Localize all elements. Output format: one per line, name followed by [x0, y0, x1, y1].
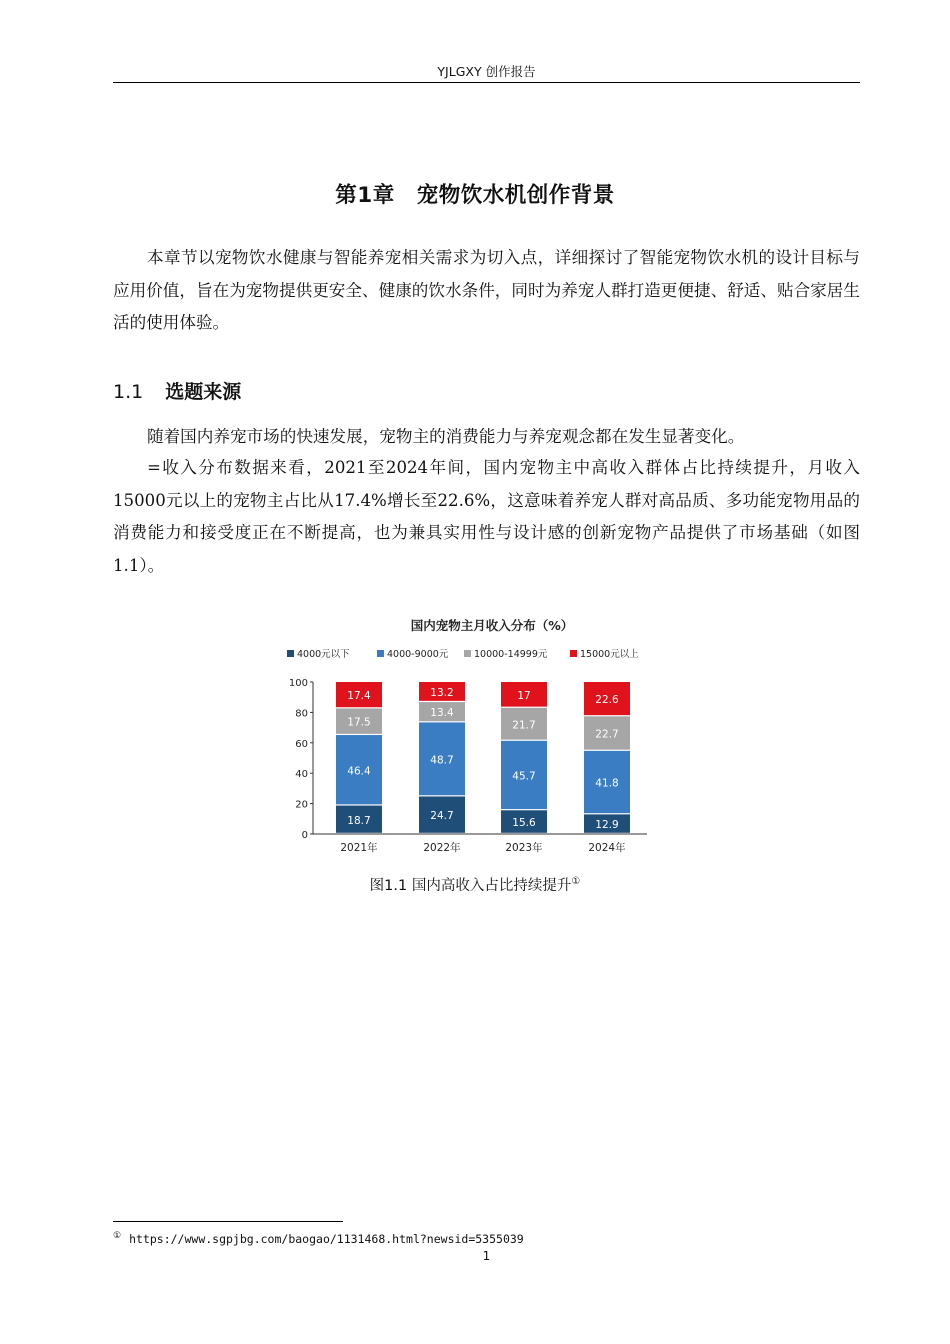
x-tick-label: 2022年: [423, 842, 461, 854]
footnote-rule: [113, 1221, 343, 1222]
chart-bars: [336, 682, 630, 854]
bar-value-label: 46.4: [347, 765, 371, 778]
bar-value-label: 18.7: [347, 814, 371, 827]
chapter-title: [0, 178, 950, 209]
footnote-url: https://www.sgpjbg.com/baogao/1131468.html?newsid=5355039: [129, 1231, 524, 1246]
page-header: [113, 62, 860, 83]
bar-value-label: 22.7: [595, 728, 619, 741]
section-number: 1.1: [113, 381, 144, 403]
bar-value-label: 17: [517, 689, 531, 702]
bar-value-label: 12.9: [595, 819, 619, 832]
bar-value-label: 17.5: [347, 716, 371, 729]
caption-text: 图1.1 国内高收入占比持续提升: [369, 878, 572, 894]
chapter-number: 第1章: [335, 183, 395, 208]
bar-value-label: 15.6: [512, 817, 536, 830]
y-tick-label: 80: [295, 708, 308, 720]
x-tick-label: 2021年: [340, 842, 378, 854]
chart-title: 国内宠物主月收入分布（%）: [410, 618, 574, 633]
legend-label: 15000元以上: [580, 649, 639, 660]
bar-value-label: 17.4: [347, 690, 371, 703]
y-tick-label: 60: [295, 738, 308, 750]
footnote-mark: ①: [113, 1231, 122, 1241]
chart-legend: [287, 648, 639, 660]
figure-caption: [0, 874, 950, 895]
section-title-text: 选题来源: [165, 381, 242, 403]
bar-value-label: 13.4: [430, 707, 454, 720]
page-number: 1: [482, 1249, 491, 1263]
chapter-title-text: 宠物饮水机创作背景: [416, 183, 615, 208]
bar-value-label: 13.2: [430, 687, 454, 700]
caption-footnote-mark: ①: [571, 876, 581, 888]
legend-swatch: [464, 650, 471, 657]
legend-swatch: [287, 650, 294, 657]
intro-paragraph: 本章节以宠物饮水健康与智能养宠相关需求为切入点，详细探讨了智能宠物饮水机的设计目标与应用价值，旨在为宠物提供更安全、健康的饮水条件，同时为养宠人群打造更便捷、舒适、贴合家居生活的使用体验。: [113, 248, 860, 332]
header-text: YJLGXY 创作报告: [437, 64, 536, 79]
legend-swatch: [570, 650, 577, 657]
y-tick-label: 40: [295, 769, 308, 781]
body-paragraph-1: 随着国内养宠市场的快速发展，宠物主的消费能力与养宠观念都在发生显著变化。: [147, 427, 745, 446]
bar-value-label: 24.7: [430, 810, 454, 823]
x-tick-label: 2023年: [505, 842, 543, 854]
legend-label: 4000元以下: [297, 649, 350, 660]
bar-value-label: 22.6: [595, 694, 619, 707]
y-tick-label: 100: [288, 678, 308, 689]
legend-label: 10000-14999元: [474, 649, 548, 660]
bar-value-label: 21.7: [512, 719, 536, 732]
y-tick-label: 20: [295, 799, 308, 811]
y-tick-label: 0: [301, 830, 308, 841]
footnote: [113, 1231, 524, 1246]
legend-label: 4000-9000元: [387, 649, 449, 660]
body-paragraph-2: =收入分布数据来看，2021至2024年间，国内宠物主中高收入群体占比持续提升，月收入15000元以上的宠物主占比从17.4%增长至22.6%，这意味着养宠人群对高品质、多功能宠物用品的消费能力和接受度正在不断提高，也为兼具实用性与设计感的创新宠物产品提供了市场基础（如图1.1）。: [113, 458, 860, 575]
legend-swatch: [377, 650, 384, 657]
bar-value-label: 41.8: [595, 777, 619, 790]
section-heading: [113, 377, 241, 404]
bar-value-label: 48.7: [430, 754, 454, 767]
bar-value-label: 45.7: [512, 770, 536, 783]
x-tick-label: 2024年: [588, 842, 626, 854]
income-chart: [280, 606, 675, 870]
chart-svg: [280, 606, 675, 870]
